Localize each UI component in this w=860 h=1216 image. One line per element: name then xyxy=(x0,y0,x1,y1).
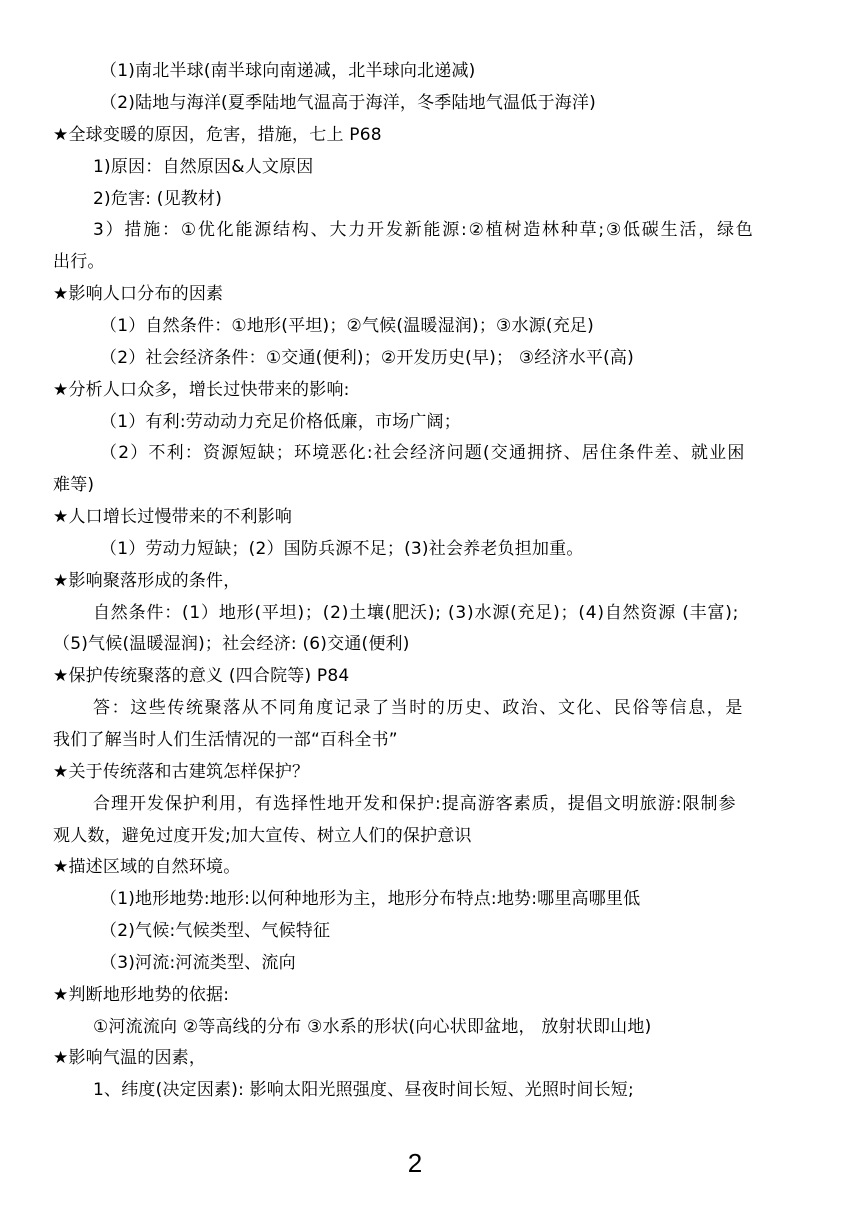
text-line: 2)危害: (见教材) xyxy=(93,189,223,209)
text-line: 1)原因：自然原因&人文原因 xyxy=(93,157,314,177)
text-line: 3）措施：①优化能源结构、大力开发新能源:②植树造林种草;③低碳生活，绿色 xyxy=(93,220,755,240)
text-line: 出行。 xyxy=(53,252,105,272)
text-line: （2)陆地与海洋(夏季陆地气温高于海洋，冬季陆地气温低于海洋) xyxy=(100,93,596,113)
text-line: （1）有利:劳动动力充足价格低廉，市场广阔； xyxy=(100,412,461,432)
text-line: （5)气候(温暖湿润)；社会经济: (6)交通(便利) xyxy=(53,634,410,654)
text-line: （2）社会经济条件：①交通(便利)；②开发历史(早)； ③经济水平(高) xyxy=(100,348,634,368)
text-line: 1、纬度(决定因素): 影响太阳光照强度、昼夜时间长短、光照时间长短; xyxy=(93,1080,634,1100)
text-line: （1)地形地势:地形:以何种地形为主，地形分布特点:地势:哪里高哪里低 xyxy=(100,889,641,909)
section-heading: ★分析人口众多，增长过快带来的影响: xyxy=(53,380,350,400)
text-line: ①河流流向 ②等高线的分布 ③水系的形状(向心状即盆地， 放射状即山地) xyxy=(93,1017,652,1037)
text-line: 观人数，避免过度开发;加大宣传、树立人们的保护意识 xyxy=(53,826,472,846)
section-heading: ★影响聚落形成的条件， xyxy=(53,571,241,591)
text-line: （1）自然条件：①地形(平坦)；②气候(温暖湿润)；③水源(充足) xyxy=(100,316,594,336)
text-line: （2）不利：资源短缺；环境恶化:社会经济问题(交通拥挤、居住条件差、就业困 xyxy=(100,443,746,463)
section-heading: ★人口增长过慢带来的不利影响 xyxy=(53,507,293,527)
text-line: 我们了解当时人们生活情况的一部“百科全书” xyxy=(53,730,398,750)
text-line: （1）劳动力短缺；(2）国防兵源不足；(3)社会养老负担加重。 xyxy=(100,539,584,559)
text-line: 难等) xyxy=(53,475,95,495)
section-heading: ★保护传统聚落的意义 (四合院等) P84 xyxy=(53,666,350,686)
text-line: 合理开发保护利用，有选择性地开发和保护:提高游客素质，提倡文明旅游:限制参 xyxy=(93,794,737,814)
text-line: （3)河流:河流类型、流向 xyxy=(100,953,296,973)
section-heading: ★影响人口分布的因素 xyxy=(53,284,224,304)
text-line: （2)气候:气候类型、气候特征 xyxy=(100,921,331,941)
section-heading: ★影响气温的因素， xyxy=(53,1048,207,1068)
section-heading: ★判断地形地势的依据: xyxy=(53,985,230,1005)
section-heading: ★全球变暖的原因，危害，措施，七上 P68 xyxy=(53,125,382,145)
text-line: （1)南北半球(南半球向南递减，北半球向北递减) xyxy=(100,61,476,81)
text-line: 答：这些传统聚落从不同角度记录了当时的历史、政治、文化、民俗等信息，是 xyxy=(93,698,744,718)
section-heading: ★关于传统落和古建筑怎样保护？ xyxy=(53,762,310,782)
text-line: 自然条件：(1）地形(平坦)；(2)土壤(肥沃); (3)水源(充足)；(4)自然资源 (丰富); xyxy=(93,603,740,623)
page-number: 2 xyxy=(407,1148,423,1178)
section-heading: ★描述区域的自然环境。 xyxy=(53,857,241,877)
